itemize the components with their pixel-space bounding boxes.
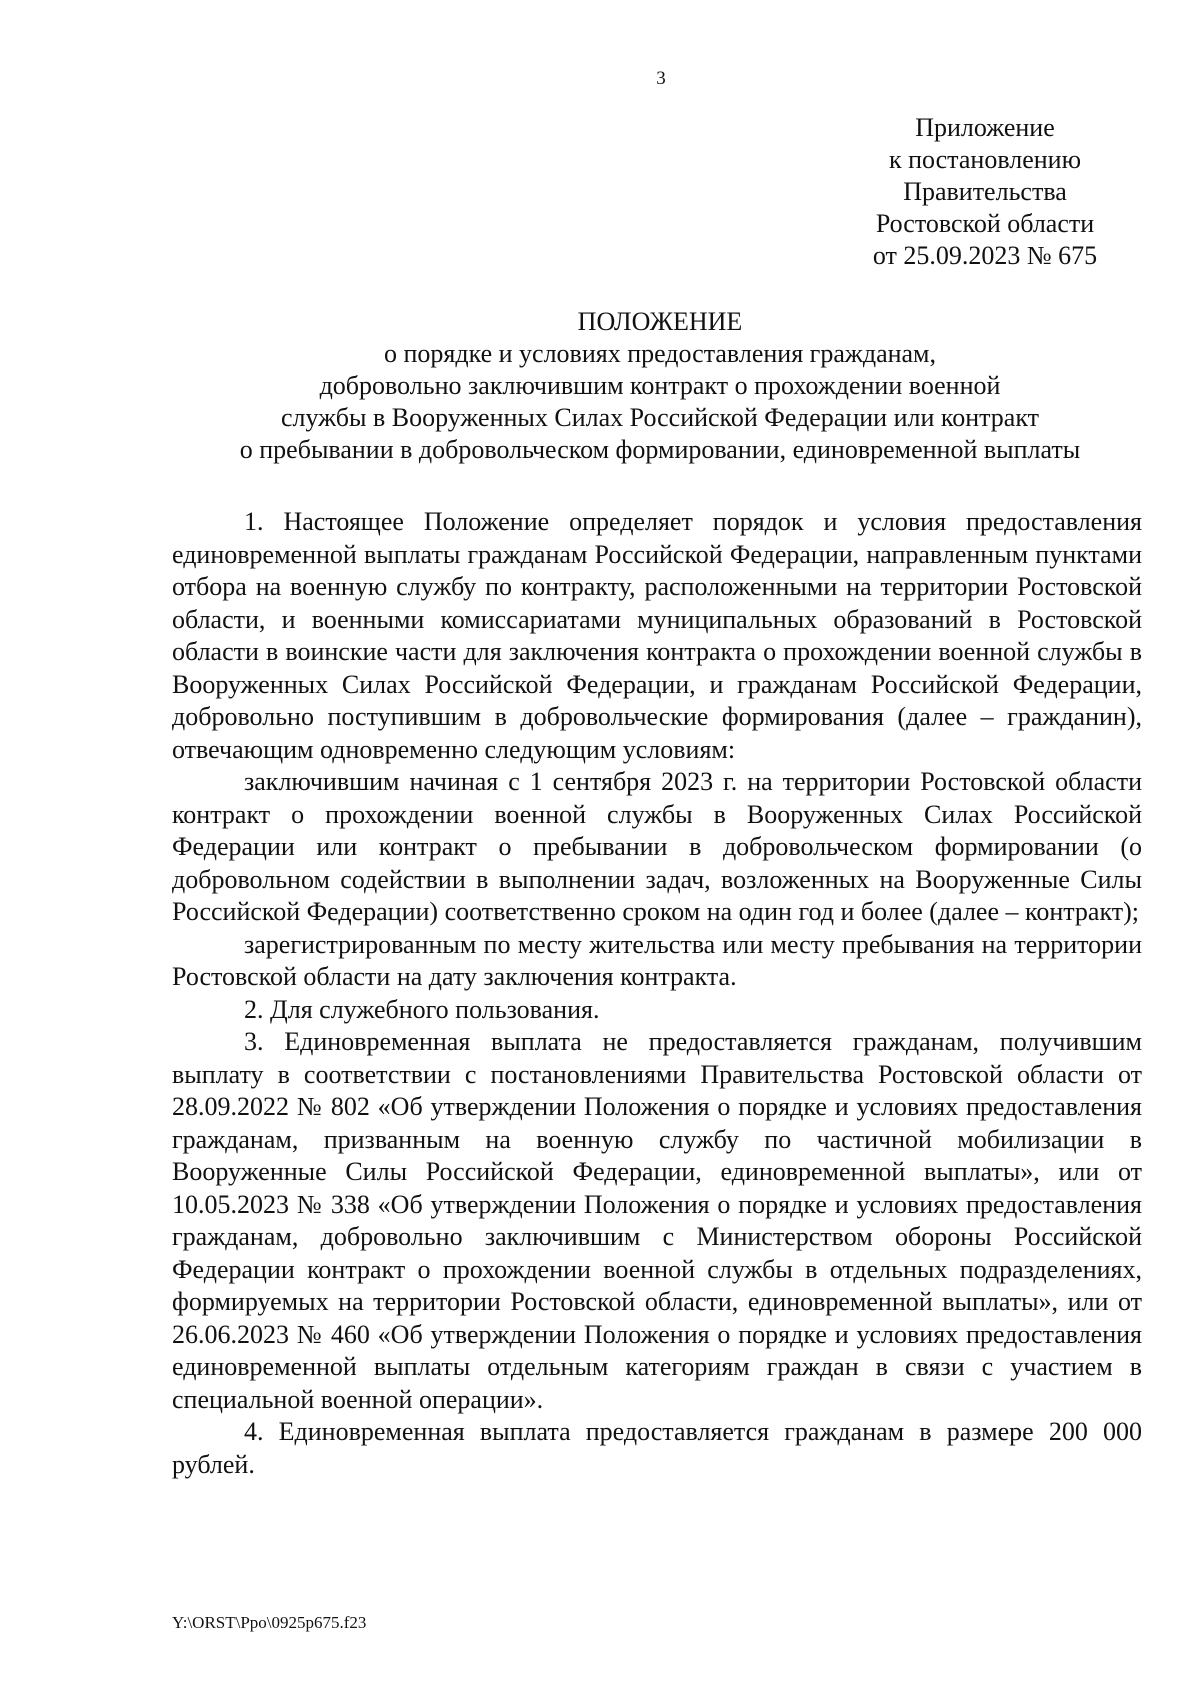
appendix-block (820, 112, 1150, 272)
paragraph-condition-2: зарегистрированным по месту жительства или месту пребывания на территории Ростовской области на дату заключения контракта. (172, 929, 1142, 991)
paragraph-2: 2. Для служебного пользования. (244, 994, 600, 1024)
paragraph-3: 3. Единовременная выплата не предоставляется гражданам, получившим выплату в соответствии с постановлениями Правительства Ростовской области от 28.09.2022 № 802 «Об утверждении Положения о порядке и условиях предоставления гражданам, призванным на военную службу по частичной мобилизации в Вооруженные Силы Российской Федерации, единовременной выплаты», или от 10.05.2023 № 338 «Об утверждении Положения о порядке и условиях предоставления гражданам, добровольно заключившим с Министерством обороны Российской Федерации контракт о прохождении военной службы в отдельных подразделениях, формируемых на территории Ростовской области, единовременной выплаты», или от 26.06.2023 № 460 «Об утверждении Положения о порядке и условиях предоставления единовременной выплаты отдельным категориям граждан в связи с участием в специальной военной операции». (172, 1027, 1142, 1414)
document-title-block (180, 306, 1140, 466)
appendix-line: Правительства (903, 177, 1067, 206)
appendix-line: к постановлению (888, 145, 1082, 174)
document-title: ПОЛОЖЕНИЕ (577, 307, 743, 336)
subtitle-line: добровольно заключившим контракт о прохождении военной (319, 371, 1001, 400)
subtitle-line: о пребывании в добровольческом формировании, единовременной выплаты (239, 435, 1081, 464)
subtitle-line: службы в Вооруженных Силах Российской Федерации или контракт (281, 403, 1039, 432)
paragraph-4: 4. Единовременная выплата предоставляется гражданам в размере 200 000 рублей. (172, 1417, 1142, 1479)
document-body (172, 506, 1142, 1481)
appendix-line: Приложение (915, 113, 1055, 142)
appendix-line: Ростовской области (875, 209, 1095, 238)
appendix-line: от 25.09.2023 № 675 (872, 241, 1098, 270)
footer-file-path: Y:\ORST\Ppo\0925p675.f23 (172, 1613, 367, 1632)
page-number: 3 (656, 68, 666, 89)
paragraph-1: 1. Настоящее Положение определяет порядок и условия предоставления единовременной выплаты гражданам Российской Федерации, направленным пунктами отбора на военную службу по контракту, расположенными на территории Ростовской области, и военными комиссариатами муниципальных образований в Ростовской области в воинские части для заключения контракта о прохождении военной службы в Вооруженных Силах Российской Федерации, и гражданам Российской Федерации, добровольно поступившим в добровольческие формирования (далее – гражданин), отвечающим одновременно следующим условиям: (172, 507, 1142, 764)
paragraph-condition-1: заключившим начиная с 1 сентября 2023 г. на территории Ростовской области контракт о прохождении военной службы в Вооруженных Силах Российской Федерации или контракт о пребывании в добровольческом формировании (о добровольном содействии в выполнении задач, возложенных на Вооруженные Силы Российской Федерации) соответственно сроком на один год и более (далее – контракт); (172, 767, 1142, 926)
subtitle-line: о порядке и условиях предоставления гражданам, (383, 339, 937, 368)
